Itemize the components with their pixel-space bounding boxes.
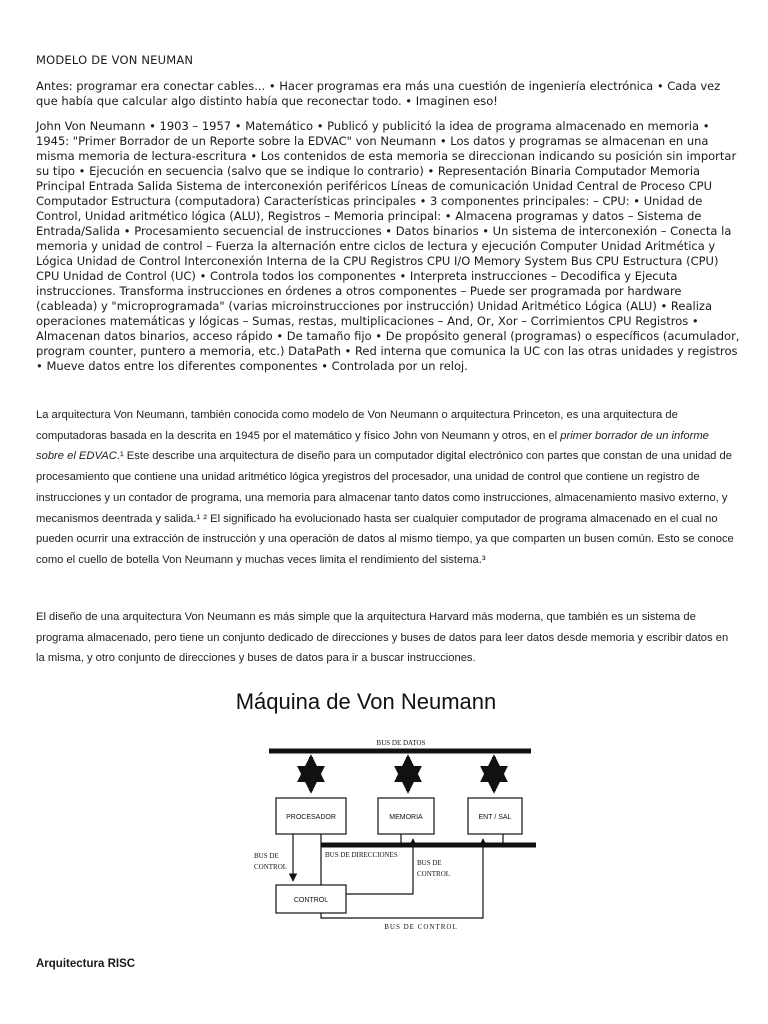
document-title: MODELO DE VON NEUMAN <box>36 53 194 67</box>
control-bus-mid-label-1: BUS DE <box>417 859 442 867</box>
control-bus-bottom-label: BUS DE CONTROL <box>384 923 458 931</box>
control-bus-mid-label-2: CONTROL <box>417 870 451 878</box>
section-heading-risc: Arquitectura RISC <box>36 958 136 970</box>
control-bus-left-label-2: CONTROL <box>254 863 288 871</box>
von-neumann-diagram <box>181 678 551 938</box>
procesador-label: PROCESADOR <box>286 814 336 821</box>
data-bus-label: BUS DE DATOS <box>376 739 426 747</box>
address-bus-label: BUS DE DIRECCIONES <box>325 851 398 859</box>
paragraph-arquitectura <box>36 405 736 571</box>
paragraph-von-neumann: John Von Neumann • 1903 – 1957 • Matemático • Publicó y publicitó la idea de programa almacenado en memoria • 1945: "Primer Borrador de un Reporte sobre la EDVAC" von Neumann • Los datos y programas se almacenan en una misma memoria de lectura-escritura • Los contenidos de esta memoria se direccionan indicando su posición sin importar su tipo • Ejecución en secuencia (salvo que se indique lo contrario) • Representación Binaria Computador Memoria Principal Entrada Salida Sistema de interconexión periféricos Líneas de comunicación Unidad Central de Proceso CPU Computador Estructura (computadora) Características principales • 3 componentes principales: – CPU: • Unidad de Control, Unidad aritmético lógica (ALU), Registros – Memoria principal: • Almacena programas y datos – Sistema de Entrada/Salida • Procesamiento secuencial de instrucciones • Datos binarios • Un sistema de interconexión – Conecta la memoria y unidad de control – Fuerza la alternación entre ciclos de lectura y ejecución Computer Unidad Aritmética y Lógica Unidad de Control Interconexión Interna de la CPU Registros CPU I/O Memory System Bus CPU Estructura (CPU) CPU Unidad de Control (UC) • Controla todos los componentes • Interpreta instrucciones – Decodifica y Ejecuta instrucciones. Transforma instrucciones en órdenes a otros componentes – Puede ser programada por hardware (cableada) y "microprogramada" (varias microinstrucciones por instrucción) Unidad Aritmético Lógica (ALU) • Realiza operaciones matemáticas y lógicas – Sumas, restas, multiplicaciones – And, Or, Xor – Corrimientos CPU Registros • Almacenan datos binarios, acceso rápido • De tamaño fijo • De propósito general (programas) o específicos (acumulador, program counter, puntero a memoria, etc.) DataPath • Red interna que comunica la UC con las otras unidades y registros • Mueve datos entre los diferentes componentes • Controlada por un reloj. <box>36 119 740 373</box>
paragraph-harvard: El diseño de una arquitectura Von Neumann es más simple que la arquitectura Harvard más moderna, que también es un sistema de programa almacenado, pero tiene un conjunto dedicado de direcciones y buses de datos para leer datos desde memoria y escribir datos en la misma, y otro conjunto de direcciones y buses de datos para ir a buscar instrucciones. <box>36 611 729 665</box>
paragraph-arquitectura-part-b: .¹ Este describe una arquitectura de diseño para un computador digital electrónico con partes que constan de una unidad de procesamiento que contiene una unidad aritmético lógica yregistros del procesador, una unidad de control que contiene un registro de instrucciones y un contador de programa, una memoria para almacenar tanto datos como instrucciones, almacenamiento masivo externo, y mecanismos deentrada y salida.¹ ² El significado ha evolucionado hasta ser cualquier computador de programa almacenado en el cual no pueden ocurrir una extracción de instrucción y una operación de datos al mismo tiempo, ya que comparten un busen común. Esto se conoce como el cuello de botella Von Neumann y muchas veces limita el rendimiento del sistema.³ <box>36 450 734 566</box>
edvac-draft-title: primer borrador de un informe sobre el EDVAC <box>36 429 709 463</box>
control-box-label: CONTROL <box>293 897 329 904</box>
control-bus-left-label-1: BUS DE <box>254 852 279 860</box>
memoria-label: MEMORIA <box>389 814 423 821</box>
diagram-title: Máquina de Von Neumann <box>235 689 497 714</box>
paragraph-arquitectura-part-a: La arquitectura Von Neumann, también conocida como modelo de Von Neumann o arquitectura Princeton, es una arquitectura de computadoras basada en la descrita en 1945 por el matemático y físico John von Neumann y otros, en el <box>36 409 678 442</box>
ent-sal-label: ENT / SAL <box>478 814 512 821</box>
paragraph-antes: Antes: programar era conectar cables... • Hacer programas era más una cuestión de ingeniería electrónica • Cada vez que había que calcular algo distinto había que reconectar todo. • Imaginen eso! <box>36 79 721 108</box>
